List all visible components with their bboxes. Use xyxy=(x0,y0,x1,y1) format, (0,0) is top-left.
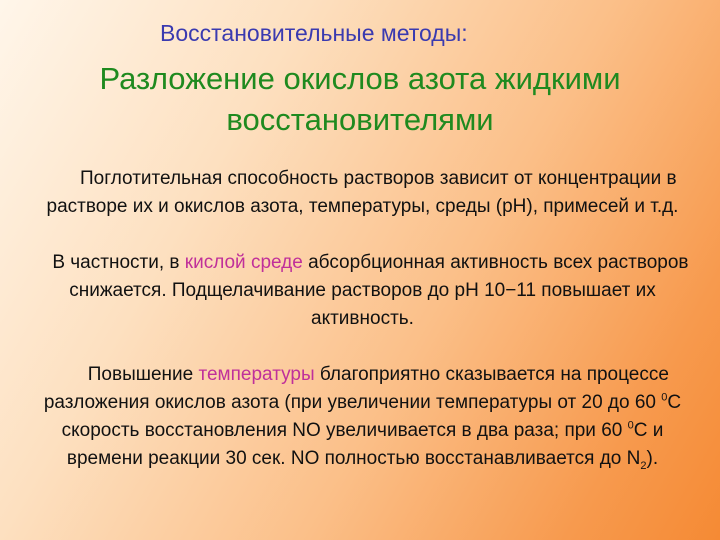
paragraph-3 xyxy=(30,361,695,473)
paragraph-3-before: Повышение xyxy=(87,364,199,385)
degree-mark-2: 0 xyxy=(627,419,634,432)
highlight-acid-medium: кислой среде xyxy=(184,252,303,273)
nitrogen-subscript: 2 xyxy=(640,459,647,472)
paragraph-2 xyxy=(30,249,695,333)
degree-mark-1: 0 xyxy=(661,391,668,404)
paragraph-1 xyxy=(30,165,695,221)
slide-body xyxy=(30,165,695,501)
slide-title: Разложение окислов азота жидкими восстановителями xyxy=(99,61,621,137)
paragraph-3-mid1: благоприятно сказывается на процессе разложения окислов азота (при увеличении температуры от 20 до 60 xyxy=(43,364,669,413)
paragraph-1-text: Поглотительная способность растворов зависит от концентрации в растворе их и окислов азота, температуры, среды (pH), примесей и т.д. xyxy=(46,168,679,217)
paragraph-3-mid3: С и времени реакции 30 сек. NO полностью восстанавливается до N xyxy=(66,420,664,469)
paragraph-3-mid2: С скорость восстановления NO увеличивается в два раза; при 60 xyxy=(61,392,682,441)
paragraph-2-before: В частности, в xyxy=(52,252,185,273)
paragraph-2-after: абсорбционная активность всех растворов снижается. Подщелачивание растворов до pH 10−11 повышает их активность. xyxy=(69,252,689,329)
paragraph-3-end: ). xyxy=(646,448,659,469)
highlight-temperature: температуры xyxy=(198,364,315,385)
slide-kicker: Восстановительные методы: xyxy=(160,20,468,46)
